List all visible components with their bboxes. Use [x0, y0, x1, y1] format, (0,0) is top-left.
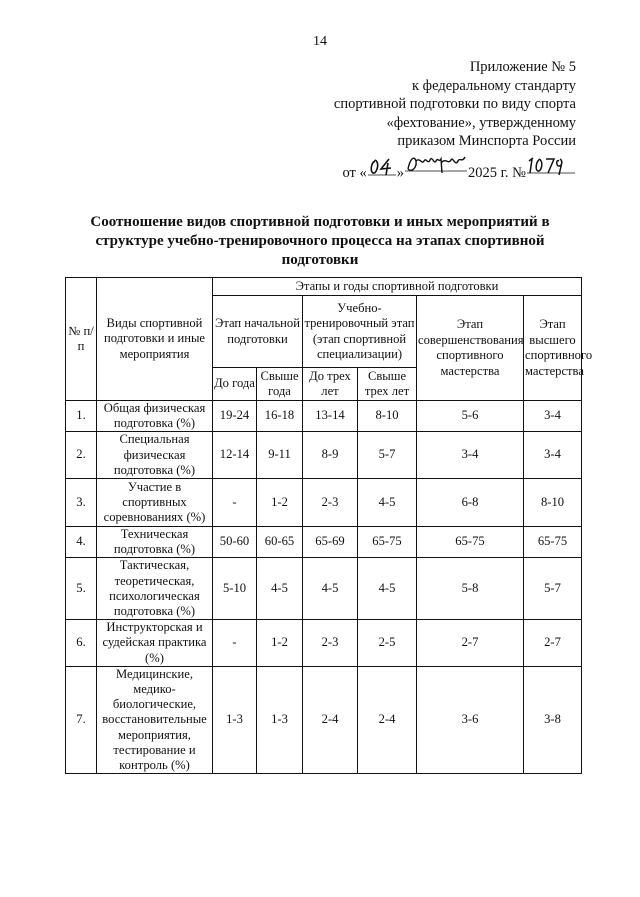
table-row [66, 401, 582, 432]
row-number: 7. [66, 666, 97, 773]
date-year-text: 2025 г. № [467, 164, 526, 181]
appendix-line: «фехтование», утвержденному [386, 114, 576, 131]
cell-value: 3-6 [417, 666, 524, 773]
header-kind: Виды спортивной подготовки и иные мероприятия [97, 278, 213, 401]
header-number: № п/п [66, 278, 97, 401]
header-training-over-three: Свыше трех лет [358, 368, 417, 401]
cell-value: 3-4 [524, 401, 582, 432]
cell-value: 5-10 [213, 558, 257, 620]
cell-value: 60-65 [257, 527, 303, 558]
cell-value: 2-7 [524, 620, 582, 667]
row-kind: Инструкторская и судейская практика (%) [97, 620, 213, 667]
document-title: Соотношение видов спортивной подготовки и иных мероприятий в структуре учебно-тренировочного процесса на этапах спортивной подготовки [90, 214, 550, 268]
cell-value: 2-4 [303, 666, 358, 773]
cell-value: 4-5 [257, 558, 303, 620]
cell-value: - [213, 620, 257, 667]
appendix-block [256, 58, 576, 182]
order-date-line [256, 151, 576, 183]
header-training-up-to-three: До трех лет [303, 368, 358, 401]
cell-value: 12-14 [213, 432, 257, 479]
header-stage-improvement: Этап совершенствования спортивного мастерства [417, 296, 524, 401]
cell-value: 4-5 [358, 558, 417, 620]
header-stage-higher: Этап высшего спортивного мастерства [524, 296, 582, 401]
handwritten-month [404, 151, 468, 177]
row-kind: Медицинские, медико-биологические, восстановительные мероприятия, тестирование и контроль (%) [97, 666, 213, 773]
cell-value: - [213, 479, 257, 527]
cell-value: 19-24 [213, 401, 257, 432]
row-number: 2. [66, 432, 97, 479]
cell-value: 2-3 [303, 479, 358, 527]
handwritten-day-ink [367, 157, 397, 177]
header-initial-over-year: Свыше года [257, 368, 303, 401]
row-number: 3. [66, 479, 97, 527]
date-prefix: от « [342, 164, 367, 181]
cell-value: 5-7 [358, 432, 417, 479]
header-stage-training: Учебно-тренировочный этап (этап спортивной специализации) [303, 296, 417, 368]
cell-value: 2-7 [417, 620, 524, 667]
cell-value: 2-5 [358, 620, 417, 667]
cell-value: 13-14 [303, 401, 358, 432]
cell-value: 8-10 [524, 479, 582, 527]
appendix-line: Приложение № 5 [469, 59, 576, 75]
cell-value: 1-3 [257, 666, 303, 773]
cell-value: 2-4 [358, 666, 417, 773]
cell-value: 50-60 [213, 527, 257, 558]
cell-value: 8-9 [303, 432, 358, 479]
page-number: 14 [313, 34, 327, 49]
handwritten-month-ink [404, 151, 468, 177]
row-kind: Тактическая, теоретическая, психологическая подготовка (%) [97, 558, 213, 620]
handwritten-number-ink [526, 153, 576, 177]
row-number: 4. [66, 527, 97, 558]
cell-value: 5-6 [417, 401, 524, 432]
header-stages: Этапы и годы спортивной подготовки [213, 278, 582, 296]
row-kind: Участие в спортивных соревнованиях (%) [97, 479, 213, 527]
table-row [66, 620, 582, 667]
table-row [66, 666, 582, 773]
cell-value: 1-3 [213, 666, 257, 773]
cell-value: 65-75 [417, 527, 524, 558]
row-number: 5. [66, 558, 97, 620]
cell-value: 65-75 [358, 527, 417, 558]
cell-value: 1-2 [257, 479, 303, 527]
table-row [66, 479, 582, 527]
table-row [66, 432, 582, 479]
cell-value: 4-5 [358, 479, 417, 527]
row-kind: Общая физическая подготовка (%) [97, 401, 213, 432]
header-initial-up-to-year: До года [213, 368, 257, 401]
appendix-line: спортивной подготовки по виду спорта [333, 96, 576, 112]
cell-value: 65-69 [303, 527, 358, 558]
appendix-line: приказом Минспорта России [397, 133, 576, 149]
row-number: 6. [66, 620, 97, 667]
row-kind: Техническая подготовка (%) [97, 527, 213, 558]
cell-value: 4-5 [303, 558, 358, 620]
cell-value: 16-18 [257, 401, 303, 432]
handwritten-day [367, 157, 397, 177]
cell-value: 1-2 [257, 620, 303, 667]
row-number: 1. [66, 401, 97, 432]
cell-value: 65-75 [524, 527, 582, 558]
cell-value: 3-4 [524, 432, 582, 479]
date-separator: » [396, 164, 404, 181]
cell-value: 3-8 [524, 666, 582, 773]
header-stage-initial: Этап начальной подготовки [213, 296, 303, 368]
row-kind: Специальная физическая подготовка (%) [97, 432, 213, 479]
cell-value: 2-3 [303, 620, 358, 667]
handwritten-number [526, 153, 576, 177]
cell-value: 9-11 [257, 432, 303, 479]
appendix-line: к федеральному стандарту [412, 77, 576, 94]
training-ratio-table [65, 277, 593, 774]
table-row [66, 558, 582, 620]
cell-value: 5-7 [524, 558, 582, 620]
cell-value: 3-4 [417, 432, 524, 479]
cell-value: 8-10 [358, 401, 417, 432]
cell-value: 5-8 [417, 558, 524, 620]
cell-value: 6-8 [417, 479, 524, 527]
table-row [66, 527, 582, 558]
